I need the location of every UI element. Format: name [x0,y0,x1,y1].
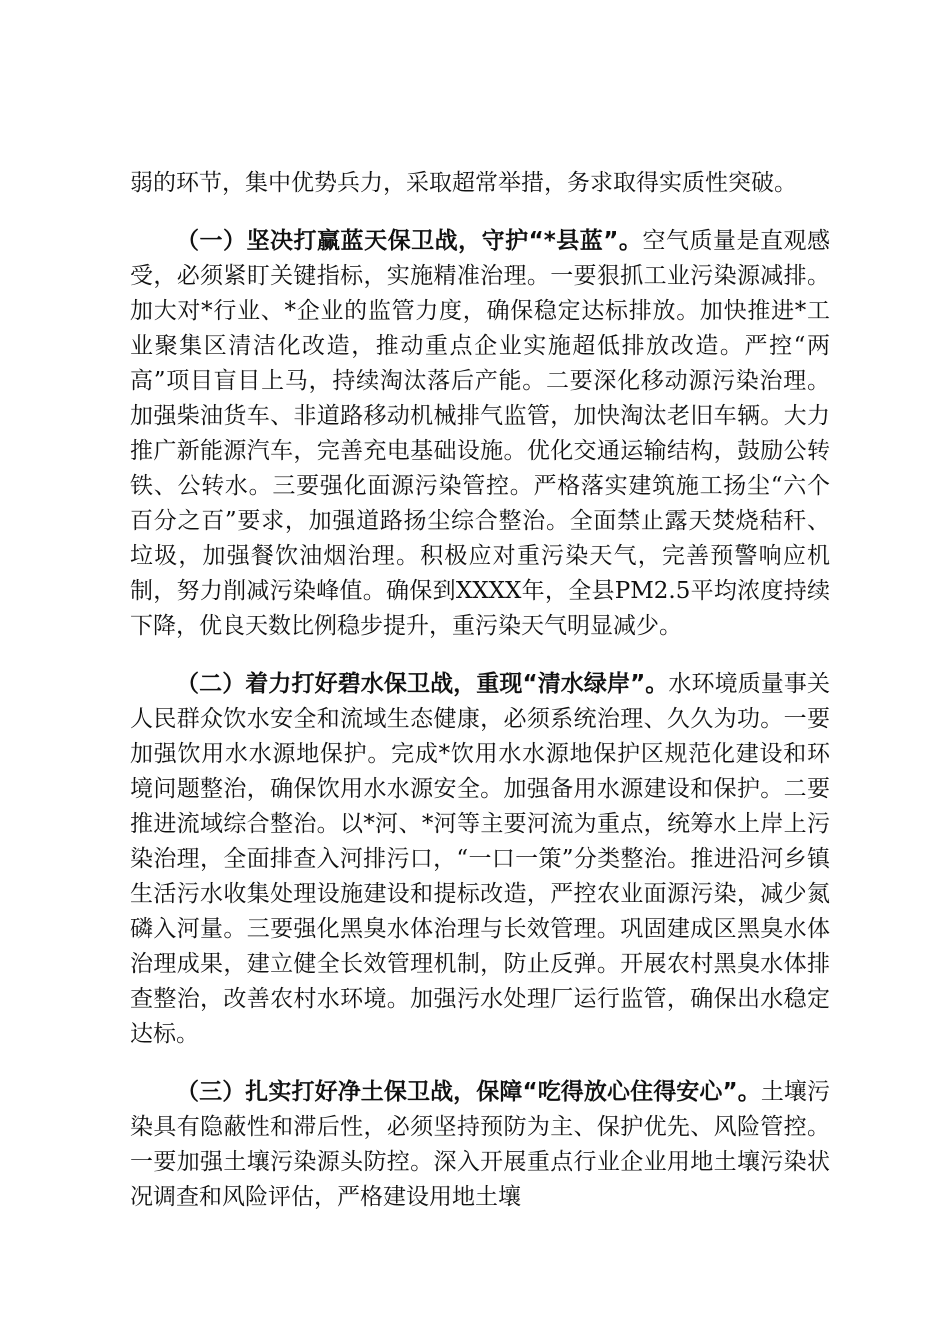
section-1-heading: （一）坚决打赢蓝天保卫战，守护“*县蓝”。 [176,228,643,254]
section-2-paragraph [130,667,830,1052]
opening-paragraph: 弱的环节，集中优势兵力，采取超常举措，务求取得实质性突破。 [130,170,797,196]
section-3-body: 土壤污染具有隐蔽性和滞后性，必须坚持预防为主、保护优先、风险管控。一要加强土壤污染源头防控。深入开展重点行业企业用地土壤污染状况调查和风险评估，严格建设用地土壤 [130,1079,831,1210]
document-page [130,166,830,1238]
section-3-paragraph [130,1075,830,1215]
section-3-heading: （三）扎实打好净土保卫战，保障“吃得放心住得安心”。 [176,1079,761,1105]
section-1-body: 空气质量是直观感受，必须紧盯关键指标，实施精准治理。一要狠抓工业污染源减排。加大对*行业、*企业的监管力度，确保稳定达标排放。加快推进*工业聚集区清洁化改造，推动重点企业实施超低排放改造。严控“两高”项目盲目上马，持续淘汰落后产能。二要深化移动源污染治理。加强柴油货车、非道路移动机械排气监管，加快淘汰老旧车辆。大力推广新能源汽车，完善充电基础设施。优化交通运输结构，鼓励公转铁、公转水。三要强化面源污染管控。严格落实建筑施工扬尘“六个百分之百”要求，加强道路扬尘综合整治。全面禁止露天焚烧秸秆、垃圾，加强餐饮油烟治理。积极应对重污染天气，完善预警响应机制，努力削减污染峰值。确保到XXXX年，全县PM2.5平均浓度持续下降，优良天数比例稳步提升，重污染天气明显减少。 [130,228,830,639]
section-1-paragraph [130,224,830,644]
section-2-body: 水环境质量事关人民群众饮水安全和流域生态健康，必须系统治理、久久为功。一要加强饮用水水源地保护。完成*饮用水水源地保护区规范化建设和环境问题整治，确保饮用水水源安全。加强备用水源建设和保护。二要推进流域综合整治。以*河、*河等主要河流为重点，统筹水上岸上污染治理，全面排查入河排污口，“一口一策”分类整治。推进沿河乡镇生活污水收集处理设施建设和提标改造，严控农业面源污染，减少氮磷入河量。三要强化黑臭水体治理与长效管理。巩固建成区黑臭水体治理成果，建立健全长效管理机制，防止反弹。开展农村黑臭水体排查整治，改善农村水环境。加强污水处理厂运行监管，确保出水稳定达标。 [130,671,830,1047]
section-2-heading: （二）着力打好碧水保卫战，重现“清水绿岸”。 [176,671,669,697]
